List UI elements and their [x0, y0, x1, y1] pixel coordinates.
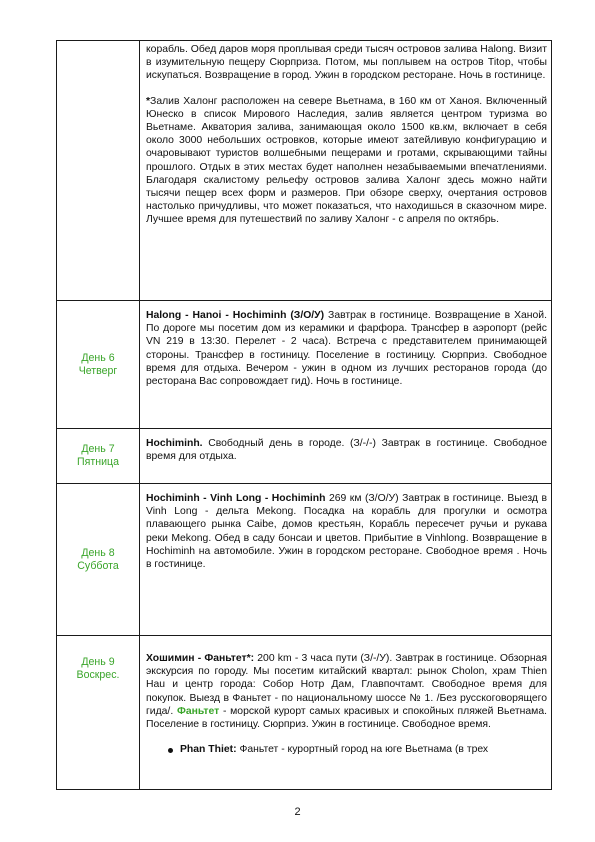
paragraph: Halong - Hanoi - Hochiminh (З/О/У) Завтрак в гостинице. Возвращение в Ханой. По дороге мы посетим дом из керамики и фарфора. Трансфер в аэропорт (рейс VN 219 в 13:30. Перелет - 2 часа). Встреча с представителем принимающей стороны. Трансфер в гостиницу. Поселение в гостиницу. Сюрприз. Свободное время для отдыха. Вечером - ужин в одном из лучших ресторанов города (до ресторана Вас сопровождает гид). Ночь в гостинице. [146, 310, 547, 388]
day-number: День 9 [81, 656, 115, 668]
day-number: День 7 [81, 443, 115, 455]
paragraph: Hochiminh. Свободный день в городе. (З/-/-) Завтрак в гостинице. Свободное время для отдыха. [146, 438, 547, 463]
content-cell [140, 484, 552, 636]
day-label-cell [57, 429, 140, 484]
itinerary-row-continuation [57, 41, 552, 301]
paragraph: Хошимин - Фаньтет*: 200 km - 3 часа пути (З/-/У). Завтрак в гостинице. Обзорная экскурсия по городу. Мы посетим китайский квартал: рынок Cholon, храм Thien Hau и центр города: Собор Нотр Дам, Главпочтамт. Свободное время для покупок. Выезд в Фаньтет - по национальному шоссе № 1. /Без русскоговорящего гида/. Фаньтет - морской курорт самых красивых и спокойных пляжей Вьетнама. Поселение в гостиницу. Сюрприз. Ужин в гостинице. Свободное время. [146, 653, 547, 731]
content-cell [140, 301, 552, 429]
weekday: Пятница [77, 456, 119, 468]
highlight-phanthiet: Фаньтет [176, 705, 220, 717]
bullet-icon [168, 748, 173, 753]
day-label-cell [57, 484, 140, 636]
content-cell [140, 429, 552, 484]
weekday: Четверг [78, 364, 118, 377]
paragraph: корабль. Обед даров моря проплывая среди тысяч островов залива Halong. Визит в изумительную пещеру Сюрприза. Потом, мы поплывем на остров Titop, чтобы искупаться. Возвращение в город. Ужин в городском ресторане. Ночь в гостинице. [146, 44, 547, 82]
day-number: День 6 [81, 351, 115, 364]
content-cell [140, 41, 552, 301]
paragraph: Hochiminh - Vinh Long - Hochiminh 269 км (З/О/У) Завтрак в гостинице. Выезд в Vinh Long - дельта Mekong. Посадка на корабль для прогулки и осмотра плавающего рынка Caibe, домов крестьян, Корабль пересечет ручьи и рукава реки Mekong. Обед в саду бонсаи и цветов. Прибытие в Vinhlong. Возвращение в Hochiminh на автомобиле. Ужин в городском ресторане. Свободное время . Ночь в гостинице. [146, 493, 547, 571]
day-cell-empty [57, 41, 140, 301]
halong-note: *Залив Халонг расположен на севере Вьетнама, в 160 км от Ханоя. Включенный Юнеско в список Мирового Наследия, залив является центром туризма во Вьетнаме. Акватория залива, занимающая около 1500 кв.км, включает в себя около 3000 небольших островков, которые имеют затейливую конфигурацию и очаровывают туристов волшебными пещерами и гротами, скрывающими тайны прошлого. Отдых в этих местах будет наполнен незабываемыми впечатлениями. Благодаря скалистому рельефу островов залива Халонг здесь можно найти тысячи пещер всех форм и размеров. При обзоре сверху, очертания островов настолько причудливы, что может показаться, что находишься в сказочном мире. Лучшее время для путешествий по заливу Халонг - с апреля по октябрь. [146, 95, 547, 226]
weekday: Суббота [77, 559, 119, 572]
page-number: 2 [294, 806, 301, 818]
itinerary-row-day-6 [57, 301, 552, 429]
bullet-item: Phan Thiet: Фаньтет - курортный город на юге Вьетнама (в трех [146, 743, 547, 756]
weekday: Воскрес. [76, 669, 120, 681]
day-label-cell [57, 636, 140, 790]
itinerary-row-day-9 [57, 636, 552, 790]
day-label-cell [57, 301, 140, 429]
itinerary-table [56, 40, 552, 790]
content-cell [140, 636, 552, 790]
day-number: День 8 [81, 546, 115, 559]
itinerary-row-day-7 [57, 429, 552, 484]
itinerary-row-day-8 [57, 484, 552, 636]
